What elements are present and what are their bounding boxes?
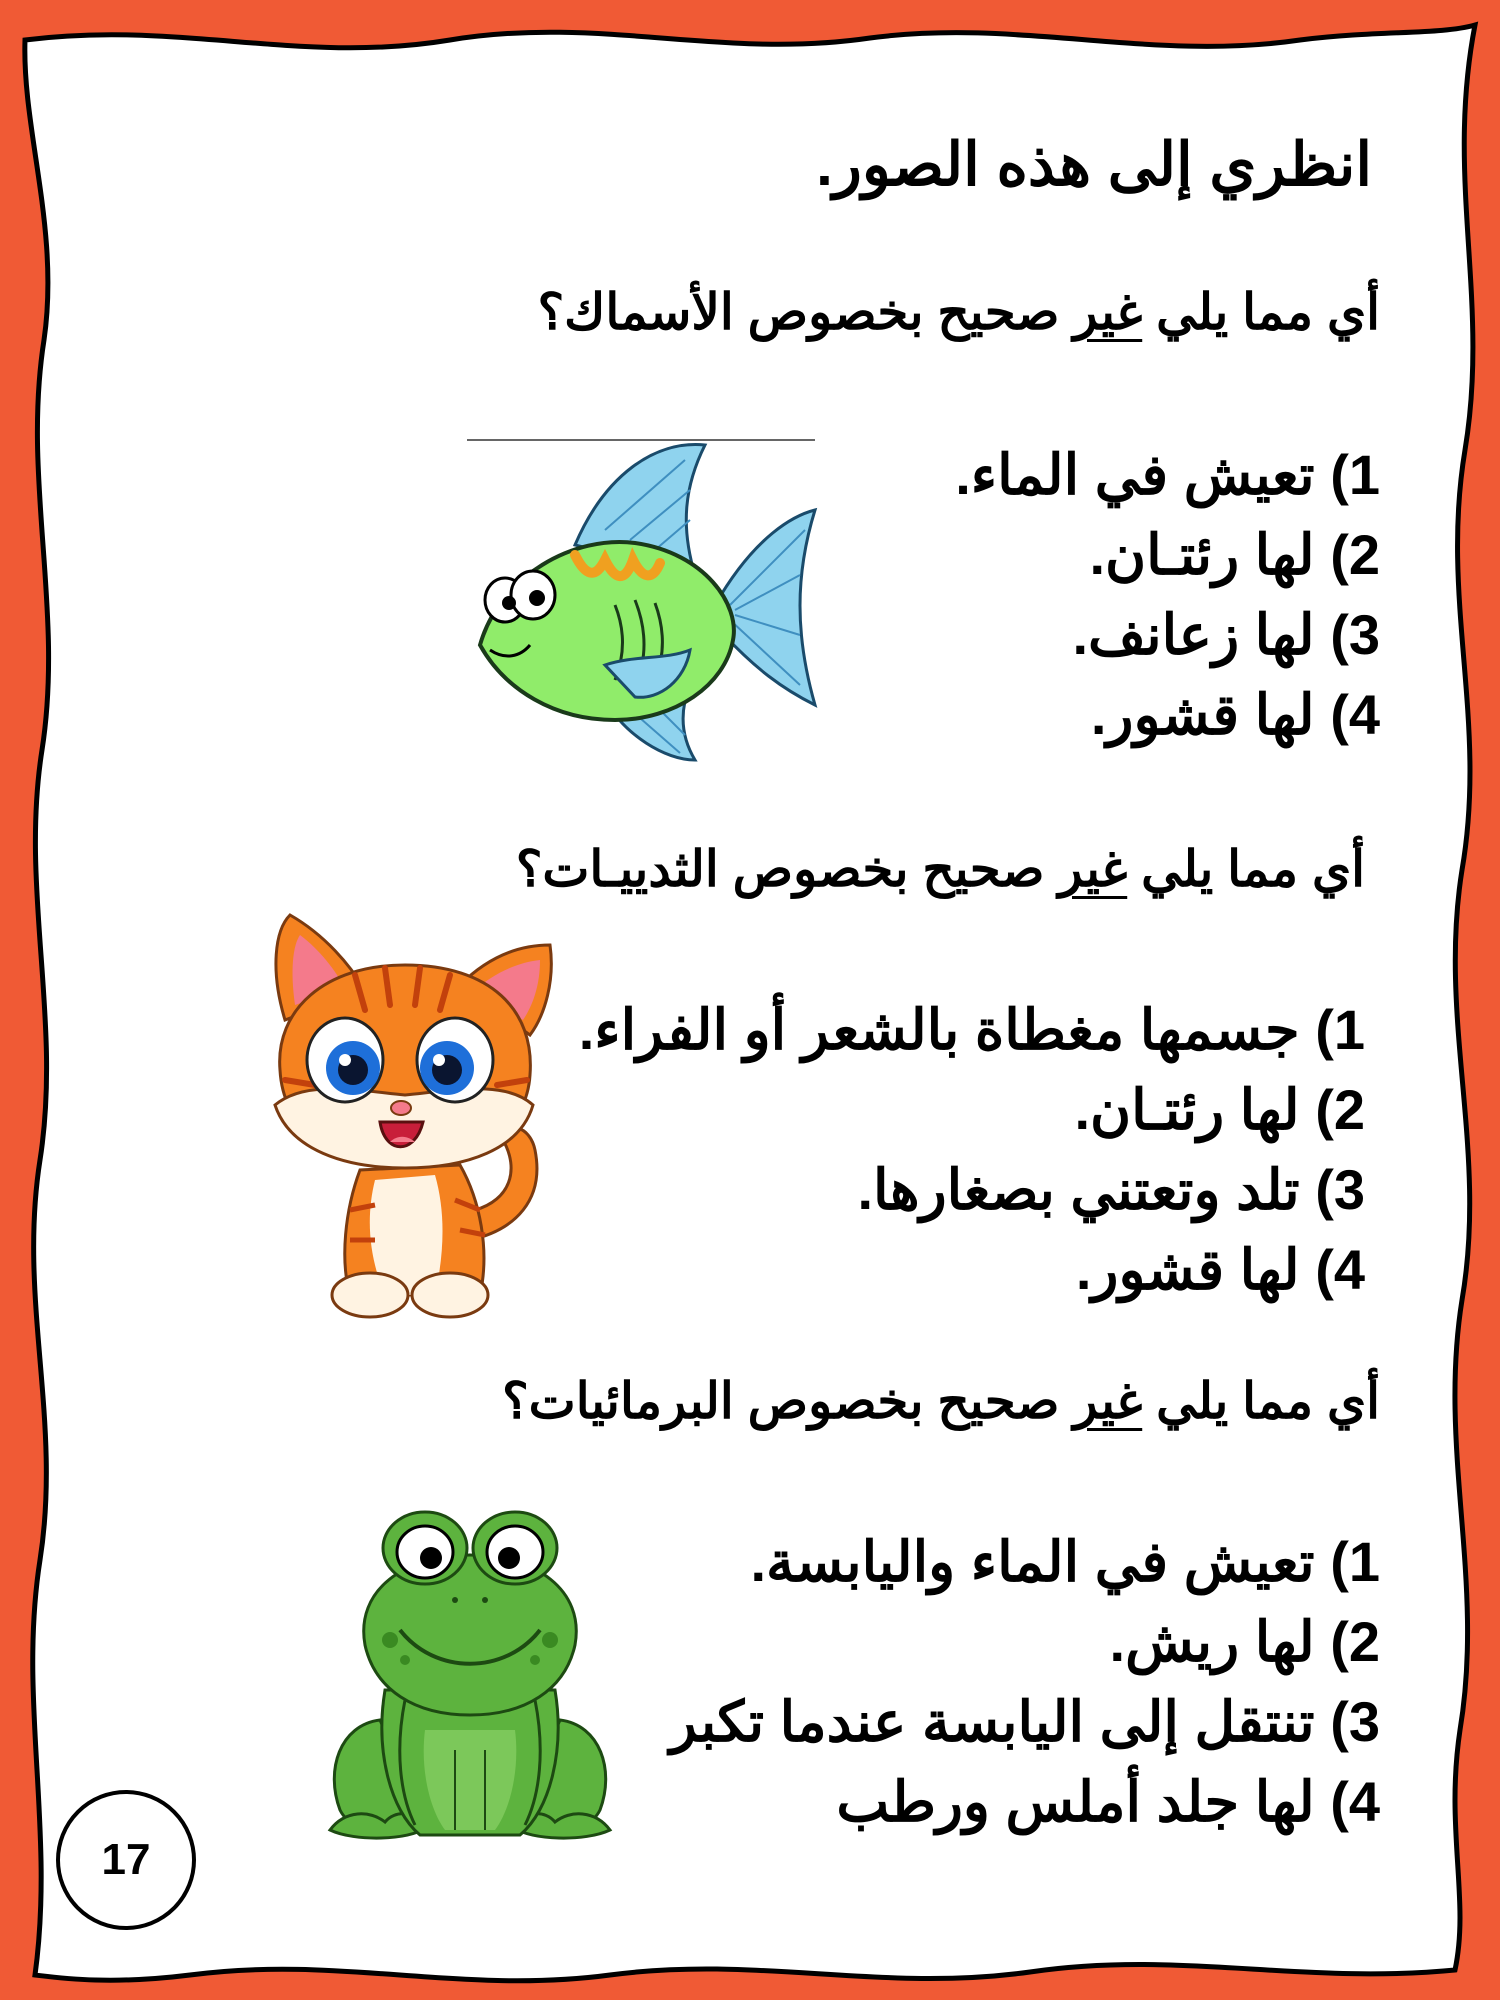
option-number: 1) [1330, 1530, 1380, 1593]
option-mammals-1 [579, 990, 1365, 1070]
option-mammals-4 [579, 1230, 1365, 1310]
option-text: لها قشور. [1075, 1238, 1300, 1301]
option-text: تلد وتعتني بصغارها. [857, 1158, 1300, 1221]
option-number: 3) [1330, 1690, 1380, 1753]
option-text: لها جلد أملس ورطب [836, 1770, 1315, 1833]
fish-illustration [465, 435, 820, 770]
option-amphibians-2 [670, 1602, 1380, 1682]
option-text: لها زعانف. [1072, 603, 1315, 666]
cat-illustration [265, 910, 565, 1320]
options-fish [955, 435, 1380, 755]
option-fish-3 [955, 595, 1380, 675]
option-number: 2) [1315, 1078, 1365, 1141]
option-text: لها قشور. [1090, 683, 1315, 746]
option-text: لها ريش. [1109, 1610, 1315, 1673]
option-text: لها رئتـان. [1074, 1078, 1300, 1141]
question-mammals [516, 840, 1365, 898]
option-number: 2) [1330, 523, 1380, 586]
question-amphibians-emphasis: غير [1073, 1373, 1143, 1429]
page-number: 17 [101, 1835, 151, 1884]
option-number: 4) [1315, 1238, 1365, 1301]
option-fish-1 [955, 435, 1380, 515]
option-text: تعيش في الماء. [955, 443, 1315, 506]
option-number: 4) [1330, 1770, 1380, 1833]
option-number: 4) [1330, 683, 1380, 746]
option-text: لها رئتـان. [1089, 523, 1315, 586]
option-number: 1) [1330, 443, 1380, 506]
question-fish-part1: أي مما يلي [1142, 284, 1380, 340]
option-mammals-2 [579, 1070, 1365, 1150]
option-text: تنتقل إلى اليابسة عندما تكبر [669, 1690, 1315, 1753]
question-amphibians-part2: صحيح بخصوص البرمائيات؟ [502, 1373, 1074, 1429]
options-mammals [579, 990, 1365, 1310]
option-fish-2 [955, 515, 1380, 595]
page-title: انظري إلى هذه الصور. [816, 131, 1372, 198]
option-fish-4 [955, 675, 1380, 755]
option-amphibians-4 [670, 1762, 1380, 1842]
question-amphibians [502, 1372, 1380, 1430]
question-mammals-emphasis: غير [1058, 841, 1128, 897]
options-amphibians [670, 1522, 1380, 1842]
question-amphibians-part1: أي مما يلي [1142, 1373, 1380, 1429]
option-number: 2) [1330, 1610, 1380, 1673]
option-text: تعيش في الماء واليابسة. [750, 1530, 1315, 1593]
page-number-badge [56, 1790, 196, 1930]
question-fish-emphasis: غير [1073, 284, 1143, 340]
question-mammals-part1: أي مما يلي [1127, 841, 1365, 897]
option-number: 3) [1315, 1158, 1365, 1221]
option-amphibians-3 [670, 1682, 1380, 1762]
option-number: 1) [1315, 998, 1365, 1061]
question-fish-part2: صحيح بخصوص الأسماك؟ [537, 284, 1074, 340]
question-fish [538, 283, 1380, 341]
option-number: 3) [1330, 603, 1380, 666]
question-mammals-part2: صحيح بخصوص الثدييـات؟ [515, 841, 1059, 897]
option-amphibians-1 [670, 1522, 1380, 1602]
option-mammals-3 [579, 1150, 1365, 1230]
frog-illustration [325, 1510, 615, 1850]
option-text: جسمها مغطاة بالشعر أو الفراء. [578, 998, 1300, 1061]
